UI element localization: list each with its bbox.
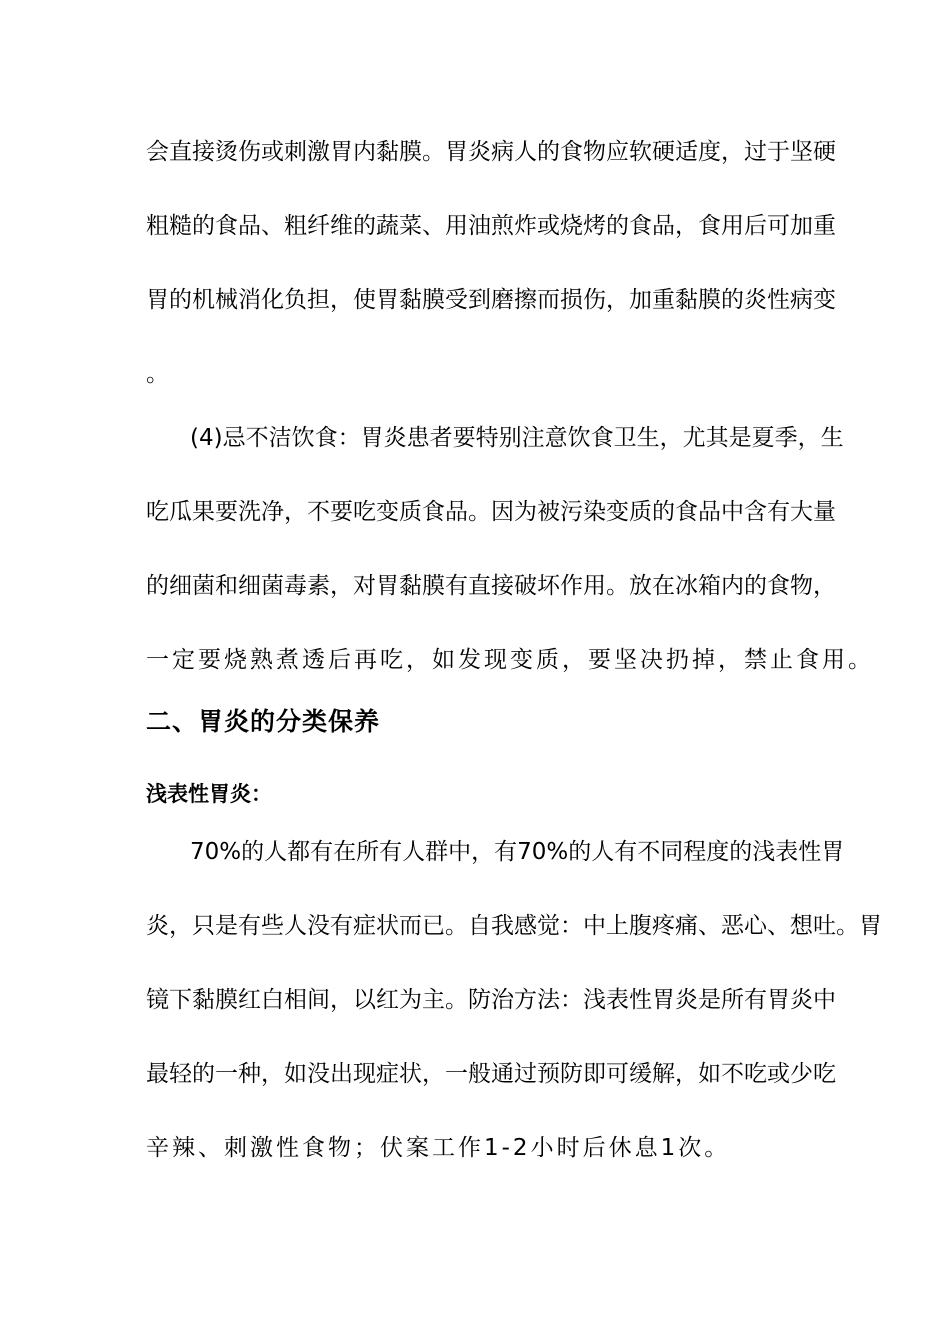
paragraph-line: 一定要烧熟煮透后再吃，如发现变质，要坚决扔掉，禁止食用。 bbox=[146, 647, 874, 673]
sub-heading: 浅表性胃炎： bbox=[146, 782, 272, 806]
paragraph-line: 辛辣、刺激性食物；伏案工作1-2小时后休息1次。 bbox=[146, 1135, 731, 1161]
paragraph-line: 吃瓜果要洗净，不要吃变质食品。因为被污染变质的食品中含有大量 bbox=[146, 499, 836, 525]
paragraph-line: 。 bbox=[146, 361, 172, 387]
paragraph-line: 的细菌和细菌毒素，对胃黏膜有直接破坏作用。放在冰箱内的食物， bbox=[146, 573, 836, 599]
section-heading: 二、胃炎的分类保养 bbox=[146, 707, 381, 736]
paragraph-line: 会直接烫伤或刺激胃内黏膜。胃炎病人的食物应软硬适度，过于坚硬 bbox=[146, 139, 836, 165]
paragraph-line: (4)忌不洁饮食：胃炎患者要特别注意饮食卫生，尤其是夏季，生 bbox=[190, 425, 844, 451]
paragraph-line: 炎，只是有些人没有症状而已。自我感觉：中上腹疼痛、恶心、想吐。胃 bbox=[146, 913, 882, 939]
paragraph-line: 70%的人都有在所有人群中，有70%的人有不同程度的浅表性胃 bbox=[190, 839, 845, 865]
paragraph-line: 胃的机械消化负担，使胃黏膜受到磨擦而损伤，加重黏膜的炎性病变 bbox=[146, 287, 836, 313]
paragraph-line: 最轻的一种，如没出现症状，一般通过预防即可缓解，如不吃或少吃 bbox=[146, 1061, 836, 1087]
paragraph-line: 粗糙的食品、粗纤维的蔬菜、用油煎炸或烧烤的食品，食用后可加重 bbox=[146, 213, 836, 239]
paragraph-line: 镜下黏膜红白相间，以红为主。防治方法：浅表性胃炎是所有胃炎中 bbox=[146, 987, 836, 1013]
